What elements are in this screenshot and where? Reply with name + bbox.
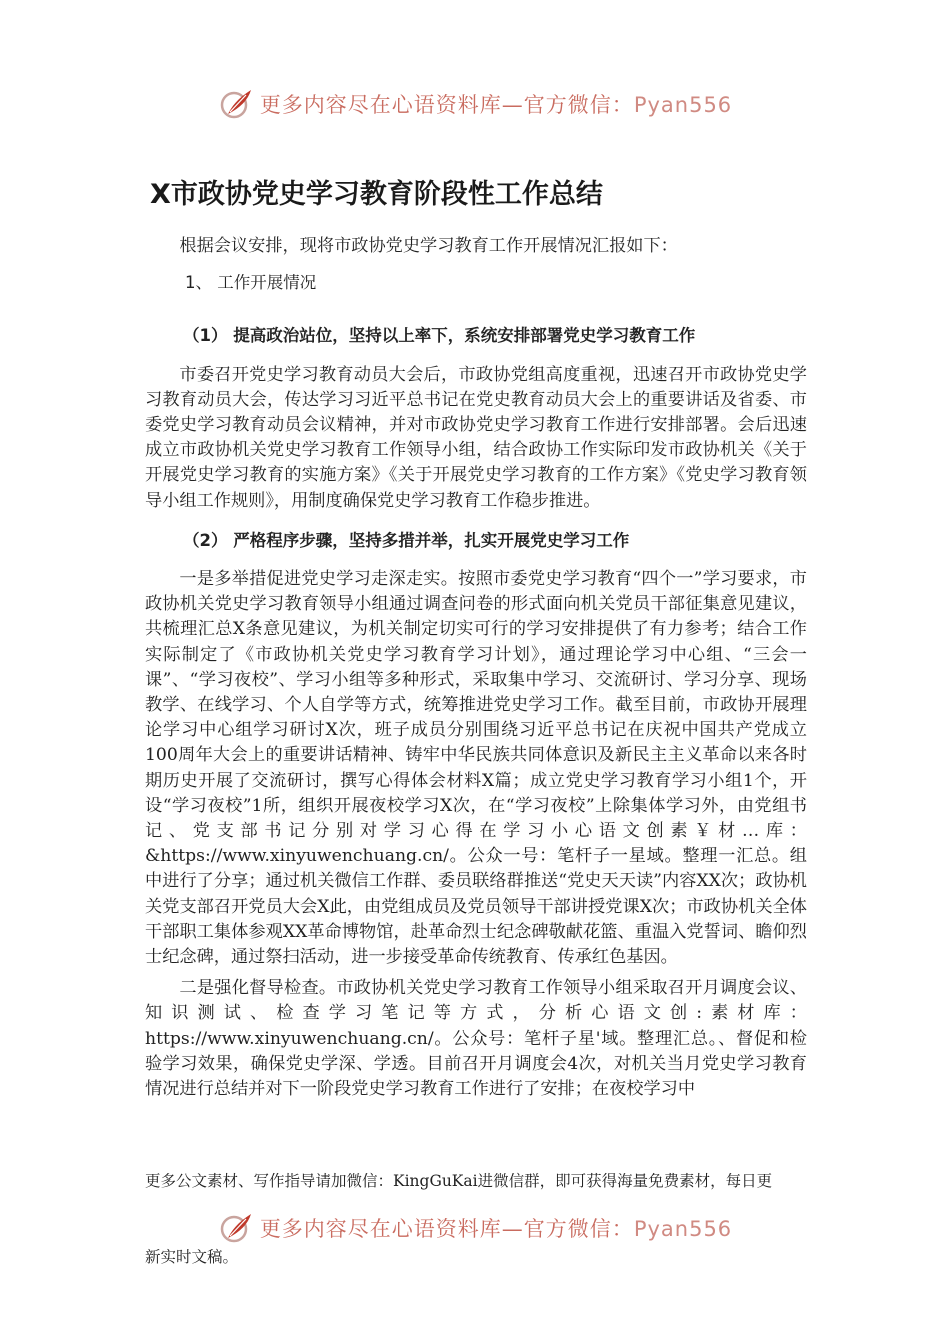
banner-wechat-id: Pyan556 (633, 1217, 733, 1241)
footer-note: 更多公文素材、写作指导请加微信：KingGuKai进微信群，即可获得海量免费素材，每日更 (145, 1172, 773, 1190)
feather-circle-logo-icon (218, 86, 254, 122)
subsection-heading-2: （2） 严格程序步骤，坚持多措并举，扎实开展党史学习工作 (183, 530, 630, 550)
footer-note-continued: 新实时文稿。 (145, 1248, 239, 1266)
header-banner (0, 82, 950, 126)
document-body-top (145, 234, 807, 1102)
banner-text (260, 1213, 732, 1243)
feather-circle-logo-icon (218, 1210, 254, 1246)
section-heading: 1、 工作开展情况 (185, 273, 317, 293)
banner-text (260, 89, 732, 119)
banner-slogan: 更多内容尽在心语资料库—官方微信： (259, 1217, 634, 1241)
paragraph-two: 二是强化督导检查。市政协机关党史学习教育工作领导小组采取召开月调度会议、知识测试、检查学习笔记等方式，分析心语文创:素材库：https://www.xinyuwenchuang.cn/。公众号：笔杆子星'域。整理汇总。、督促和检验学习效果，确保党史学深、学透。目前召开月调度会4次，对机关当月党史学习教育情况进行总结并对下一阶段党史学习教育工作进行了安排；在夜校学习中 (145, 978, 807, 1100)
subsection-heading-1: （1） 提高政治站位，坚持以上率下，系统安排部署党史学习教育工作 (183, 326, 696, 346)
footer-banner (0, 1206, 950, 1250)
intro-paragraph: 根据会议安排，现将市政协党史学习教育工作开展情况汇报如下： (179, 236, 678, 256)
page-title: X市政协党史学习教育阶段性工作总结 (150, 179, 603, 210)
paragraph-one: 一是多举措促进党史学习走深走实。按照市委党史学习教育“四个一”学习要求，市政协机关党史学习教育领导小组通过调查问卷的形式面向机关党员干部征集意见建议，共梳理汇总X条意见建议，为机关制定切实可行的学习安排提供了有力参考；结合工作实际制定了《市政协机关党史学习教育学习计划》，通过理论学习中心组、“三会一课”、“学习夜校”、学习小组等多种形式，采取集中学习、交流研讨、学习分享、现场教学、在线学习、个人自学等方式，统筹推进党史学习工作。截至目前，市政协开展理论学习中心组学习研讨X次，班子成员分别围绕习近平总书记在庆祝中国共产党成立100周年大会上的重要讲话精神、铸牢中华民族共同体意识及新民主主义革命以来各时期历史开展了交流研讨，撰写心得体会材料X篇；成立党史学习教育学习小组1个，开设“学习夜校”1所，组织开展夜校学习X次，在“学习夜校”上除集体学习外，由党组书记、党支部书记分别对学习心得在学习小心语文创素￥材…库：&https://www.xinyuwenchuang.cn/。公众一号：笔杆子一星域。整理一汇总。组中进行了分享；通过机关微信工作群、委员联络群推送“党史天天读”内容XX次；政协机关党支部召开党员大会X此，由党组成员及党员领导干部讲授党课X次；市政协机关全体干部职工集体参观XX革命博物馆，赴革命烈士纪念碑敬献花篮、重温入党誓词、瞻仰烈士纪念碑，通过祭扫活动，进一步接受革命传统教育、传承红色基因。 (145, 569, 807, 968)
subsection-1-paragraph: 市委召开党史学习教育动员大会后，市政协党组高度重视，迅速召开市政协党史学习教育动员大会，传达学习习近平总书记在党史教育动员大会上的重要讲话及省委、市委党史学习教育动员会议精神，并对市政协党史学习教育工作进行安排部署。会后迅速成立市政协机关党史学习教育工作领导小组，结合政协工作实际印发市政协机关《关于开展党史学习教育的实施方案》《关于开展党史学习教育的工作方案》《党史学习教育领导小组工作规则》，用制度确保党史学习教育工作稳步推进。 (145, 364, 807, 511)
banner-wechat-id: Pyan556 (633, 93, 733, 117)
banner-slogan: 更多内容尽在心语资料库—官方微信： (259, 93, 634, 117)
